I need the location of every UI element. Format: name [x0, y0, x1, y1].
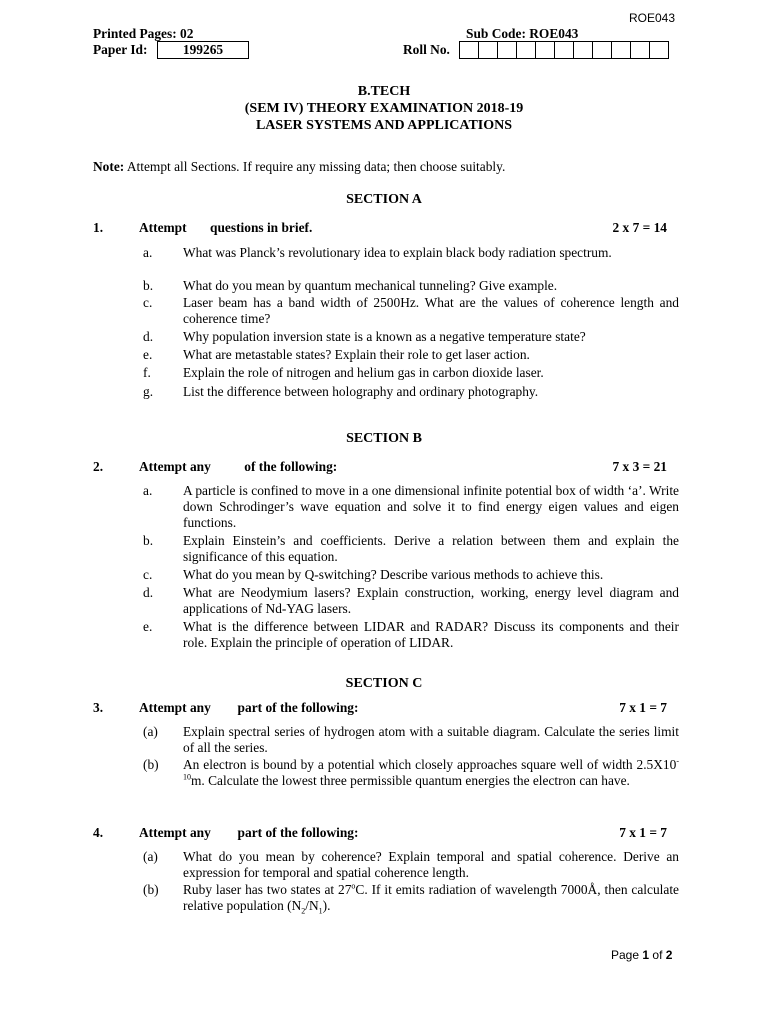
- question-4-row: [93, 825, 667, 841]
- section-b-heading: SECTION B: [346, 431, 422, 446]
- item-label: (a): [143, 724, 158, 739]
- roll-no-cell: [574, 42, 593, 58]
- current-page: 1: [642, 948, 650, 962]
- page-number: [611, 947, 672, 963]
- item-label: c.: [143, 567, 153, 582]
- note-text: Attempt all Sections. If require any missing data; then choose suitably.: [126, 159, 506, 174]
- item-text: What are Neodymium lasers? Explain construction, working, energy level diagram and applications of Nd-YAG lasers.: [183, 585, 679, 616]
- question-3-row: [93, 700, 667, 716]
- question-marks: 2 x 7 = 14: [612, 220, 667, 235]
- roll-no-boxes: [459, 41, 669, 59]
- item-text: Explain spectral series of hydrogen atom with a suitable diagram. Calculate the series limit of all the series.: [183, 724, 679, 755]
- item-text: List the difference between holography and ordinary photography.: [183, 384, 539, 399]
- section-c-heading: SECTION C: [345, 676, 423, 691]
- paper-id-value: 199265: [157, 41, 249, 59]
- question-number: 3.: [93, 700, 104, 715]
- item-text: An electron is bound by a potential which closely approaches square well of width $2.5X10^{-10}m$. Calculate the lowest three permissible quantum energies the electron can have.: [183, 756, 679, 788]
- item-text: Explain the role of nitrogen and helium gas in carbon dioxide laser.: [183, 365, 544, 380]
- question-instruction: Attempt any part of the following:: [139, 825, 359, 840]
- roll-no-cell: [498, 42, 517, 58]
- question-instruction: Attempt any part of the following:: [139, 700, 359, 715]
- item-text: What is the difference between LIDAR and RADAR? Discuss its components and their role. Explain the principle of operation of LIDAR.: [183, 619, 679, 650]
- item-label: e.: [143, 619, 153, 634]
- question-instruction: Attempt any of the following:: [139, 459, 338, 474]
- item-text: Explain Einstein’s and coefficients. Derive a relation between them and explain the significance of this equation.: [183, 533, 679, 564]
- total-pages: 2: [665, 948, 673, 962]
- item-label: b.: [143, 533, 154, 548]
- question-instruction: Attempt questions in brief.: [139, 220, 313, 235]
- question-marks: 7 x 3 = 21: [612, 459, 667, 474]
- subject-title: LASER SYSTEMS AND APPLICATIONS: [255, 118, 513, 133]
- roll-no-cell: [536, 42, 555, 58]
- roll-no-cell: [612, 42, 631, 58]
- item-text: What do you mean by Q-switching? Describe various methods to achieve this.: [183, 567, 604, 582]
- roll-no-label: Roll No.: [403, 42, 450, 57]
- question-number: 1.: [93, 220, 104, 235]
- item-text: What do you mean by coherence? Explain temporal and spatial coherence. Derive an expression for temporal and spatial coherence length.: [183, 849, 679, 880]
- item-label: (b): [143, 757, 159, 772]
- question-marks: 7 x 1 = 7: [619, 700, 667, 715]
- question-marks: 7 x 1 = 7: [619, 825, 667, 840]
- item-label: g.: [143, 384, 154, 399]
- item-label: f.: [143, 365, 151, 380]
- item-text: What are metastable states? Explain their role to get laser action.: [183, 347, 530, 362]
- note: [93, 159, 505, 175]
- item-text: Why population inversion state is a known as a negative temperature state?: [183, 329, 586, 344]
- roll-no-cell: [460, 42, 479, 58]
- exam-title: (SEM IV) THEORY EXAMINATION 2018-19: [244, 101, 524, 116]
- roll-no-cell: [555, 42, 574, 58]
- page-word: Page: [611, 948, 640, 962]
- roll-no-cell: [650, 42, 668, 58]
- item-label: a.: [143, 245, 153, 260]
- roll-no-cell: [517, 42, 536, 58]
- degree-title: B.TECH: [357, 84, 411, 99]
- item-label: d.: [143, 585, 154, 600]
- paper-code-corner: ROE043: [629, 11, 676, 25]
- roll-no-cell: [593, 42, 612, 58]
- item-text: What do you mean by quantum mechanical tunneling? Give example.: [183, 278, 558, 293]
- item-label: (a): [143, 849, 158, 864]
- item-text: What was Planck’s revolutionary idea to explain black body radiation spectrum.: [183, 245, 612, 260]
- question-number: 4.: [93, 825, 104, 840]
- paper-id-label: Paper Id:: [93, 42, 148, 57]
- item-label: a.: [143, 483, 153, 498]
- section-a-heading: SECTION A: [346, 192, 422, 207]
- sub-code: Sub Code: ROE043: [466, 26, 579, 41]
- question-1-row: [93, 220, 667, 236]
- item-label: e.: [143, 347, 153, 362]
- question-number: 2.: [93, 459, 104, 474]
- note-label: Note:: [93, 159, 125, 174]
- printed-pages: Printed Pages: 02: [93, 26, 194, 41]
- roll-no-cell: [631, 42, 650, 58]
- item-text: A particle is confined to move in a one dimensional infinite potential box of width ‘a’. Write down Schrodinger’s wave equation and solve it to find energy eigen values and eigen functions.: [183, 483, 679, 530]
- item-label: d.: [143, 329, 154, 344]
- question-2-row: [93, 459, 667, 475]
- item-label: c.: [143, 295, 153, 310]
- item-text: Laser beam has a band width of 2500Hz. What are the values of coherence length and coherence time?: [183, 295, 679, 326]
- item-text: Ruby laser has two states at 27$^o$C. If it emits radiation of wavelength 7000Å, then calculate relative population $(N_2/N_1)$.: [183, 881, 679, 916]
- item-label: (b): [143, 882, 159, 897]
- roll-no-cell: [479, 42, 498, 58]
- item-label: b.: [143, 278, 154, 293]
- of-word: of: [652, 948, 663, 962]
